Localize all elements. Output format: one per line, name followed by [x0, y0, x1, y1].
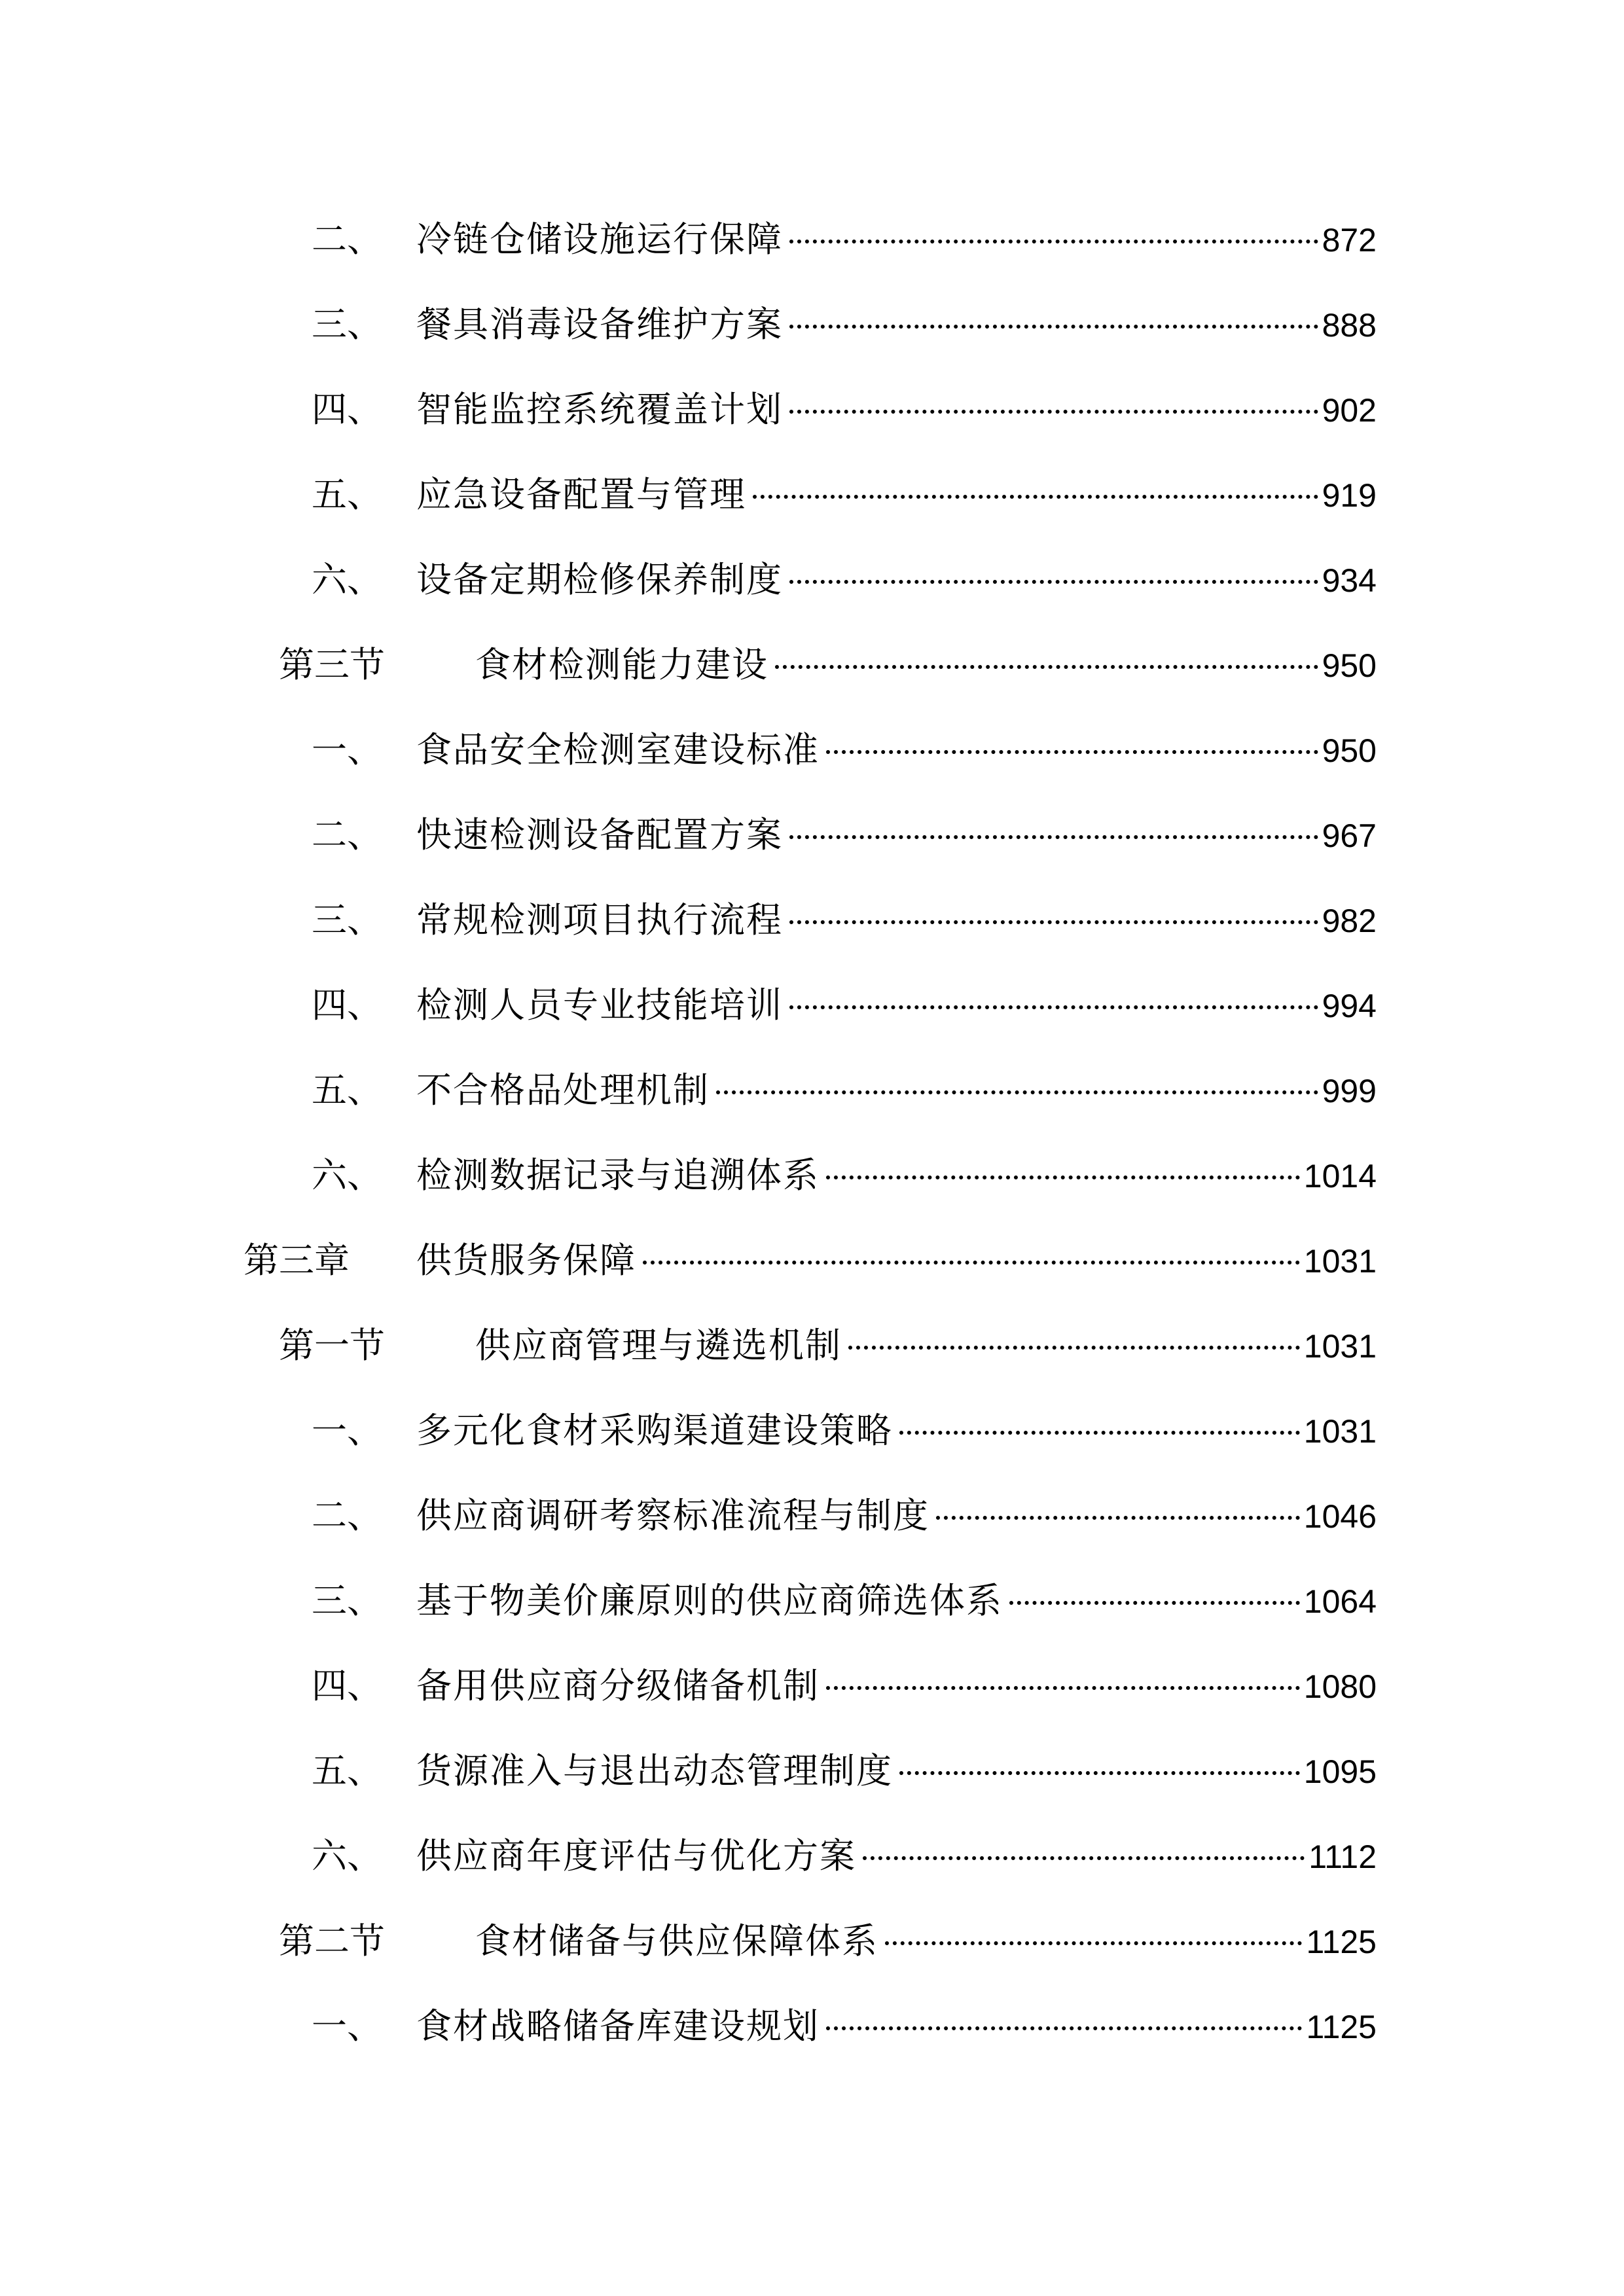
- toc-entry-title: 食品安全检测室建设标准: [416, 729, 820, 770]
- toc-entry-page: 1031: [1303, 1243, 1377, 1280]
- toc-entry-title: 应急设备配置与管理: [416, 474, 746, 515]
- toc-entry-title: 快速检测设备配置方案: [416, 814, 783, 855]
- toc-entry-title: 不合格品处理机制: [416, 1069, 710, 1111]
- toc-entry-title: 供应商管理与遴选机制: [475, 1325, 842, 1366]
- dot-leader: [863, 1856, 1305, 1860]
- toc-entry: [312, 1660, 1377, 1712]
- toc-entry-number: 一、: [312, 2005, 382, 2047]
- toc-entry-number: 二、: [312, 1495, 382, 1536]
- toc-entry-title: 多元化食材采购渠道建设策略: [416, 1410, 893, 1451]
- toc-entry: [312, 724, 1377, 776]
- toc-entry-chapter: [244, 1234, 1377, 1287]
- toc-entry-number: 三、: [312, 899, 382, 941]
- toc-entry-title: 检测人员专业技能培训: [416, 984, 783, 1026]
- toc-entry-page: 872: [1322, 222, 1377, 259]
- toc-entry-page: 919: [1322, 477, 1377, 514]
- toc-entry: [312, 1490, 1377, 1542]
- dot-leader: [789, 410, 1318, 414]
- toc-entry-number: 六、: [312, 1155, 382, 1196]
- toc-entry-title: 备用供应商分级储备机制: [416, 1665, 820, 1706]
- toc-entry-page: 1031: [1303, 1328, 1377, 1365]
- dot-leader: [716, 1090, 1318, 1094]
- toc-entry-number: 六、: [312, 1835, 382, 1876]
- toc-entry-number: 四、: [312, 1665, 382, 1706]
- dot-leader: [848, 1346, 1300, 1350]
- toc-entry-title: 检测数据记录与追溯体系: [416, 1155, 820, 1196]
- toc-entry-number: 六、: [312, 559, 382, 600]
- toc-entry-page: 999: [1322, 1073, 1377, 1109]
- toc-entry-page: 1031: [1303, 1413, 1377, 1450]
- toc-entry-number: 第一节: [279, 1325, 385, 1366]
- toc-entry-page: 1095: [1303, 1753, 1377, 1790]
- toc-entry: [312, 384, 1377, 436]
- toc-entry-number: 五、: [312, 1750, 382, 1791]
- toc-entry: [312, 1745, 1377, 1797]
- toc-entry-title: 货源准入与退出动态管理制度: [416, 1750, 893, 1791]
- toc-entry-number: 一、: [312, 729, 382, 770]
- dot-leader: [789, 240, 1318, 243]
- toc-entry-title: 常规检测项目执行流程: [416, 899, 783, 941]
- toc-entry-number: 五、: [312, 474, 382, 515]
- dot-leader: [826, 1175, 1300, 1179]
- dot-leader: [826, 2026, 1302, 2030]
- toc-entry-number: 一、: [312, 1410, 382, 1451]
- toc-entry-title: 餐具消毒设备维护方案: [416, 304, 783, 345]
- dot-leader: [885, 1941, 1302, 1945]
- toc-entry: [312, 298, 1377, 351]
- toc-entry-number: 三、: [312, 1580, 382, 1621]
- toc-entry-page: 1014: [1303, 1158, 1377, 1194]
- toc-entry-number: 第三节: [279, 644, 385, 685]
- toc-entry-title: 智能监控系统覆盖计划: [416, 389, 783, 430]
- toc-entry-title: 食材战略储备库建设规划: [416, 2005, 820, 2047]
- toc-entry: [312, 809, 1377, 861]
- dot-leader: [789, 580, 1318, 584]
- dot-leader: [936, 1516, 1300, 1520]
- toc-entry-page: 982: [1322, 903, 1377, 939]
- toc-entry-page: 994: [1322, 988, 1377, 1024]
- toc-entry-title: 供货服务保障: [416, 1240, 636, 1281]
- dot-leader: [826, 1686, 1300, 1690]
- toc-entry-page: 1125: [1306, 2009, 1377, 2045]
- toc-entry-number: 二、: [312, 814, 382, 855]
- dot-leader: [789, 325, 1318, 329]
- dot-leader: [789, 835, 1318, 839]
- toc-entry: [312, 213, 1377, 266]
- toc-entry: [312, 894, 1377, 946]
- toc-entry: [312, 1064, 1377, 1117]
- toc-entry-page: 934: [1322, 562, 1377, 599]
- toc-entry-title: 供应商调研考察标准流程与制度: [416, 1495, 929, 1536]
- dot-leader: [789, 1005, 1318, 1009]
- dot-leader: [899, 1771, 1300, 1775]
- dot-leader: [1009, 1601, 1300, 1605]
- toc-entry: [312, 1830, 1377, 1882]
- toc-entry-page: 1080: [1303, 1668, 1377, 1705]
- toc-entry-page: 888: [1322, 307, 1377, 344]
- toc-entry-section: [279, 639, 1377, 691]
- dot-leader: [826, 750, 1318, 754]
- toc-entry-page: 967: [1322, 817, 1377, 854]
- toc-entry-title: 食材检测能力建设: [475, 644, 768, 685]
- toc-entry: [312, 1575, 1377, 1627]
- toc-entry-title: 供应商年度评估与优化方案: [416, 1835, 856, 1876]
- toc-entry-page: 950: [1322, 732, 1377, 769]
- dot-leader: [775, 665, 1318, 669]
- toc-entry-number: 第三章: [244, 1240, 350, 1281]
- toc-entry-page: 950: [1322, 647, 1377, 684]
- toc-entry-page: 1112: [1308, 1839, 1377, 1875]
- toc-entry: [312, 2000, 1377, 2053]
- dot-leader: [753, 495, 1318, 499]
- toc-entry: [312, 554, 1377, 606]
- toc-entry-page: 1046: [1303, 1498, 1377, 1535]
- toc-entry-page: 1125: [1306, 1924, 1377, 1960]
- toc-entry-page: 902: [1322, 392, 1377, 429]
- toc-entry-number: 五、: [312, 1069, 382, 1111]
- toc-entry-number: 二、: [312, 219, 382, 260]
- toc-entry-number: 四、: [312, 389, 382, 430]
- toc-entry-title: 冷链仓储设施运行保障: [416, 219, 783, 260]
- toc-entry-section: [279, 1319, 1377, 1372]
- toc-entry-title: 设备定期检修保养制度: [416, 559, 783, 600]
- toc-entry-number: 三、: [312, 304, 382, 345]
- toc-entry-title: 基于物美价廉原则的供应商筛选体系: [416, 1580, 1003, 1621]
- toc-entry: [312, 469, 1377, 521]
- dot-leader: [789, 920, 1318, 924]
- toc-entry: [312, 1149, 1377, 1202]
- toc-entry-title: 食材储备与供应保障体系: [475, 1920, 878, 1962]
- toc-entry-number: 第二节: [279, 1920, 385, 1962]
- toc-entry: [312, 1405, 1377, 1457]
- toc-entry: [312, 979, 1377, 1031]
- toc-entry-number: 四、: [312, 984, 382, 1026]
- dot-leader: [899, 1431, 1300, 1435]
- toc-entry-section: [279, 1915, 1377, 1967]
- dot-leader: [643, 1261, 1300, 1265]
- toc-entry-page: 1064: [1303, 1583, 1377, 1620]
